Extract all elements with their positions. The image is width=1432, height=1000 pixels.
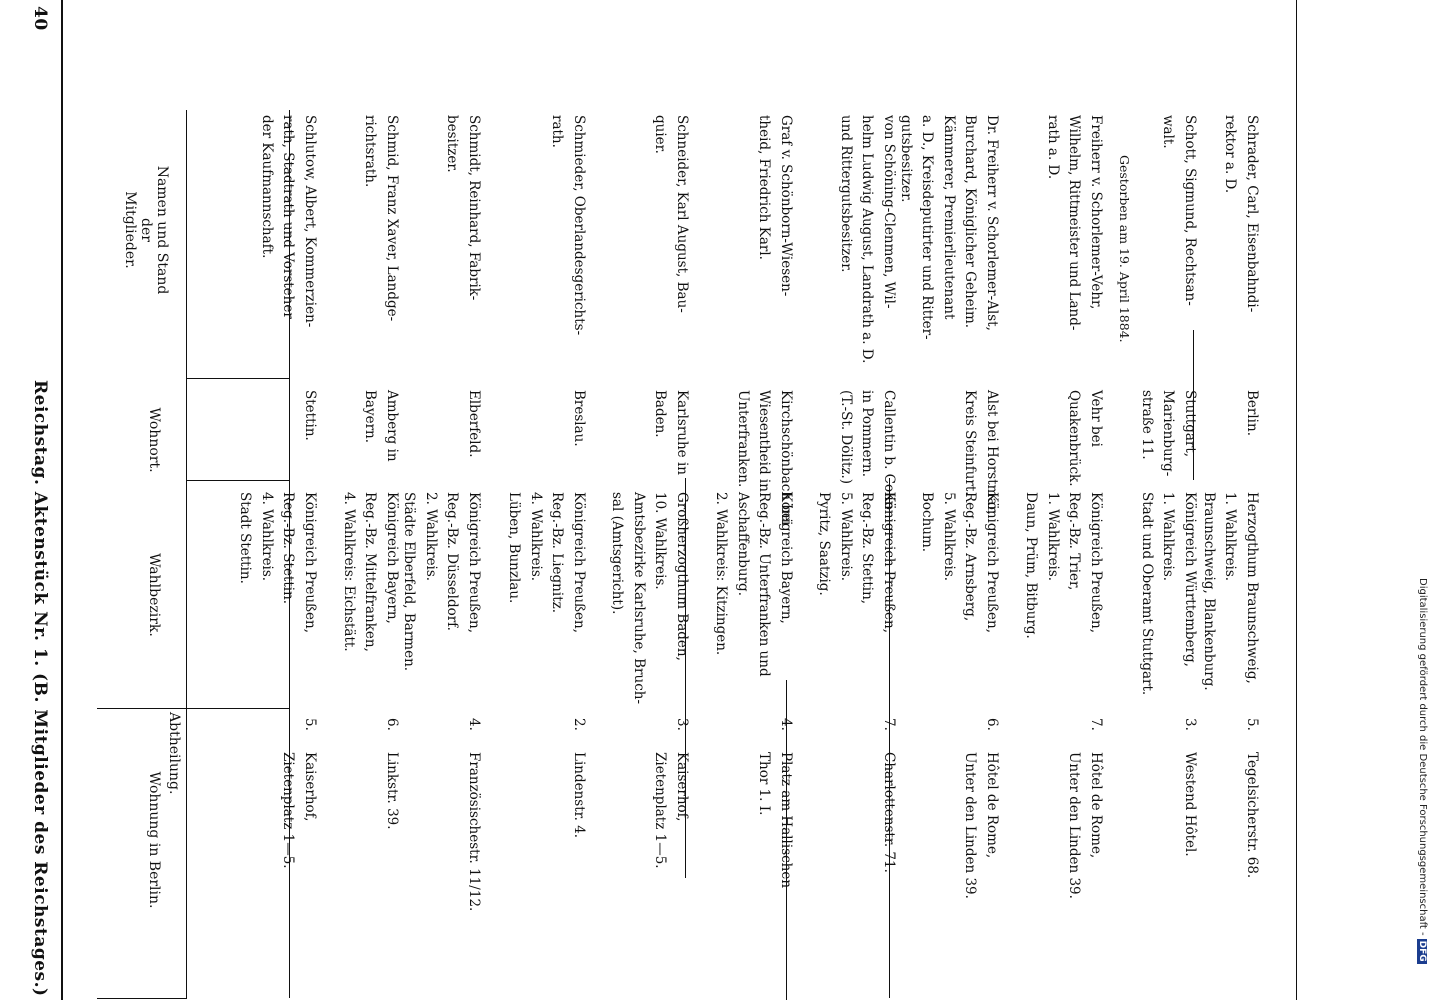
row-9-wohnort: Stuttgart, Marienburg- straße 11. <box>1139 390 1198 477</box>
row-8-death-note: Gestorben am 19. April 1884. <box>1117 155 1132 343</box>
page-number: 40 <box>30 6 50 31</box>
row-4-abtheilung: 3. <box>674 718 690 731</box>
table-bottom-rule <box>1296 0 1297 1000</box>
row-3-abtheilung: 2. <box>571 718 587 731</box>
row-4-wohnort: Karlsruhe in Baden. <box>652 390 690 475</box>
table-top-rule <box>186 110 187 998</box>
row-6-abtheilung: 7. <box>881 718 897 731</box>
row-1-name: Schmid, Franz Xaver, Landge- richtsrath. <box>362 115 400 322</box>
row-8-wohnort: Vehr bei Quakenbrück. <box>1066 390 1104 487</box>
row-5-wohnort: Kirchschönbach bei Wiesentheid in Unterfranken. <box>735 390 794 526</box>
row-2-wahlbezirk: Königreich Preußen, Reg.-Bz. Düsseldorf. 2. Wahlkreis. Städte Elberfeld, Barmen. <box>401 492 482 672</box>
running-title: Reichstag. Aktenstück Nr. 1. (B. Mitglieder des Reichstages.) <box>30 380 50 997</box>
row-2-wohnort: Elberfeld. <box>466 390 482 458</box>
row-4-wohnung: Kaiserhof, Zietenplatz 1—5. <box>652 752 690 869</box>
row-3-wahlbezirk: Königreich Preußen, Reg.-Bz. Liegnitz. 4. Wahlkreis. Lüben, Bunzlau. <box>506 492 587 634</box>
row-2-wohnung: Französischestr. 11/12. <box>466 752 482 912</box>
row-0-abtheilung: 5. <box>302 718 318 731</box>
dfg-logo-icon: DFG <box>1417 940 1427 962</box>
row-6-wohnung: Charlottenstr. 71. <box>881 752 897 873</box>
row-9-name: Schott, Sigmund, Rechtsan- walt. <box>1160 115 1198 306</box>
row-9-wohnung: Westend Hôtel. <box>1182 752 1198 857</box>
row-8-wahlbezirk: Königreich Preußen, Reg.-Bz. Trier, 1. Wahlkreis. Daun, Prüm, Bitburg. <box>1023 492 1104 639</box>
header-rule-top <box>61 0 63 1000</box>
row-1-wohnort: Amberg in Bayern. <box>362 390 400 462</box>
digitization-note <box>1417 578 1428 964</box>
row-2-name: Schmidt, Reinhard, Fabrik- besitzer. <box>444 115 482 301</box>
row-10-wohnort: Berlin. <box>1244 390 1260 436</box>
row-0-wohnort: Stettin. <box>302 390 318 441</box>
row-10-wohnung: Tegelsicherstr. 68. <box>1244 752 1260 879</box>
row-10-wahlbezirk: Herzogthum Braunschweig, 1. Wahlkreis. Braunschweig, Blankenburg. <box>1201 492 1260 691</box>
row-3-name: Schmieder, Oberlandesgerichts- rath. <box>549 115 587 336</box>
digitization-note-text: Digitalisierung gefördert durch die Deutsche Forschungsgemeinschaft - <box>1417 578 1428 936</box>
row-4-wahlbezirk: Großherzogthum Baden, 10. Wahlkreis. Amtsbezirke Karlsruhe, Bruch- sal (Amtsgericht). <box>609 492 690 705</box>
row-5-abtheilung: 4. <box>778 718 794 731</box>
row-10-name: Schrader, Carl, Eisenbahndi- rektor a. D. <box>1222 115 1260 313</box>
row-6-name: von Schöning-Clenmen, Wil- helm Ludwig August, Landrath a. D. und Rittergutsbesitzer. <box>838 115 897 364</box>
row-1-wahlbezirk: Königreich Bayern, Reg.-Bz. Mittelfranken, 4. Wahlkreis: Eichstätt. <box>341 492 400 652</box>
col-rule-2 <box>187 480 290 481</box>
row-7-wahlbezirk: Königreich Preußen, Reg.-Bz. Arnsberg, 5. Wahlkreis. Bochum. <box>919 492 1000 634</box>
col-rule-1 <box>187 378 290 379</box>
row-5-name: Graf v. Schönborn-Wiesen- theid, Friedrich Karl. <box>756 115 794 297</box>
row-6-wohnort: Callentin b. Colin in Pommern. (T.-St. Dölitz.) <box>838 390 897 510</box>
row-3-wohnung: Lindenstr. 4. <box>571 752 587 839</box>
colhead-name: Namen und Stand der Mitglieder. <box>122 165 170 295</box>
row-7-name: Dr. Freiherr v. Schorlemer-Alst, Burchard, Königlicher Geheim. Kämmerer, Premierlieutenant a. D., Kreisdeputirter und Ritter- gutsbesitzer. <box>898 115 1000 340</box>
row-0-wahlbezirk: Königreich Preußen, Reg.-Bz. Stettin. 4. Wahlkreis. Stadt Stettin. <box>237 492 318 634</box>
col-rule-4b <box>97 998 187 999</box>
row-3-wohnort: Breslau. <box>571 390 587 447</box>
row-5-wahlbezirk: Königreich Bayern, Reg.-Bz. Unterfranken und Aschaffenburg. 2. Wahlkreis: Kitzingen. <box>713 492 794 677</box>
row-7-abtheilung: 6. <box>984 718 1000 731</box>
col-rule-3 <box>187 708 290 709</box>
row-4-name: Schneider, Karl August, Bau- quier. <box>652 115 690 313</box>
col-rule-3b <box>97 708 187 709</box>
row-2-abtheilung: 4. <box>466 718 482 731</box>
row-6-wahlbezirk: Königreich Preußen, Reg.-Bz. Stettin, 5. Wahlkreis. Pyritz, Saatzig. <box>816 492 897 634</box>
row-7-wohnort: Alst bei Horstmar, Kreis Steinfurt. <box>962 390 1000 515</box>
row-8-wohnung: Hôtel de Rome, Unter den Linden 39. <box>1066 752 1104 899</box>
row-1-wohnung: Linkstr. 39. <box>384 752 400 830</box>
colhead-wohnung: Wohnung in Berlin. <box>146 771 162 909</box>
row-7-wohnung: Hôtel de Rome, Unter den Linden 39. <box>962 752 1000 899</box>
row-9-abtheilung: 3. <box>1182 718 1198 731</box>
row-10-abtheilung: 5. <box>1244 718 1260 731</box>
row-8-abtheilung: 7. <box>1088 718 1104 731</box>
colhead-abtheilung: Abtheilung. <box>166 712 182 795</box>
row-5-wohnung: Platz am Hallischen Thor 1. I. <box>756 752 794 889</box>
row-8-name: Freiherr v. Schorlemer-Vehr, Wilhelm, Rittmeister und Land- rath a. D. <box>1045 115 1104 331</box>
row-1-abtheilung: 6. <box>384 718 400 731</box>
row-9-wahlbezirk: Königreich Württemberg, 1. Wahlkreis. Stadt und Oberamt Stuttgart. <box>1139 492 1198 696</box>
row-0-name: Schlutow, Albert, Kommerzien- rath, Stadtrath und Vorsteher der Kaufmannschaft. <box>259 115 318 328</box>
colhead-wohnort: Wohnort. <box>146 407 162 473</box>
colhead-wahlbezirk: Wahlbezirk. <box>146 553 162 637</box>
row-0-wohnung: Kaiserhof, Zietenplatz 1—5. <box>280 752 318 869</box>
